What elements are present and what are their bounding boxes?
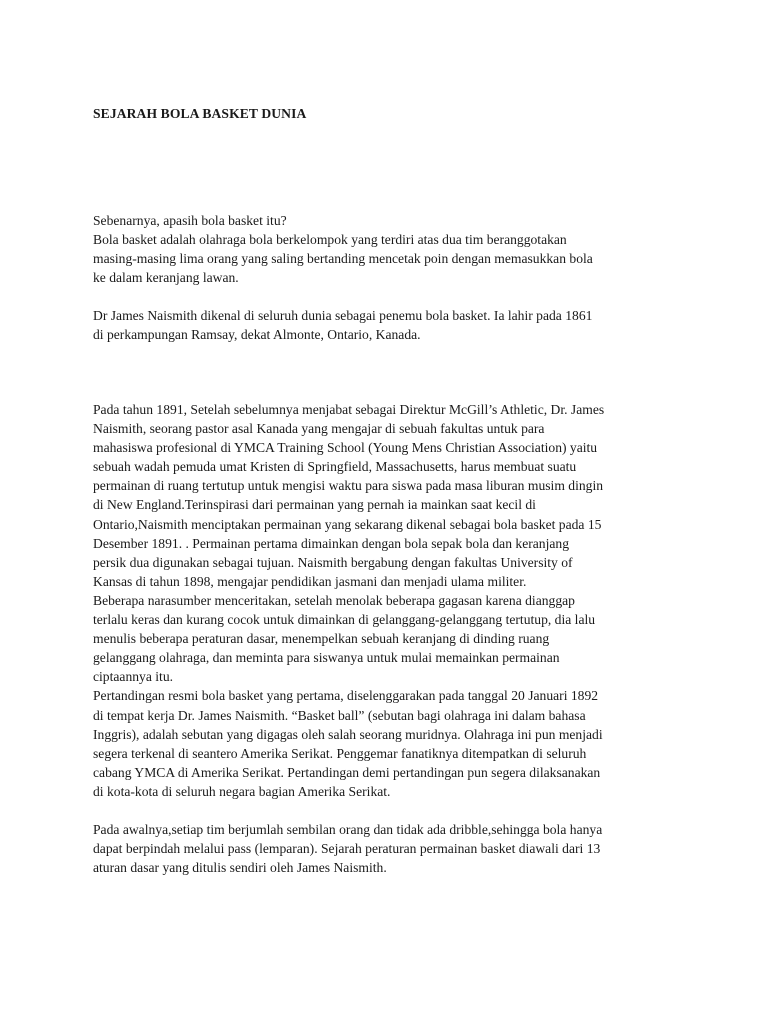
text-line: di tempat kerja Dr. James Naismith. “Basket ball” (sebutan bagi olahraga ini dalam bahasa: [93, 707, 586, 723]
paragraph-intro: [93, 211, 693, 287]
text-line: Pertandingan resmi bola basket yang pertama, diselenggarakan pada tanggal 20 Januari 1892: [93, 688, 599, 704]
text-line: Pada tahun 1891, Setelah sebelumnya menjabat sebagai Direktur McGill’s Athletic, Dr. James: [93, 402, 605, 417]
text-line: di kota-kota di seluruh negara bagian Amerika Serikat.: [93, 783, 391, 799]
text-line: permainan di ruang tertutup untuk mengisi waktu para siswa pada masa liburan musim dingin: [93, 478, 604, 494]
text-line: cabang YMCA di Amerika Serikat. Pertandingan demi pertandingan pun segera dilaksanakan: [93, 764, 601, 780]
text-line: di New England.Terinspirasi dari permainan yang pernah ia mainkan saat kecil di: [93, 497, 536, 513]
text-line: Ontario,Naismith menciptakan permainan yang sekarang dikenal sebagai bola basket pada 15: [93, 516, 602, 532]
paragraph-naismith: [93, 306, 693, 344]
text-line: gelanggang olahraga, dan meminta para siswanya untuk mulai memainkan permainan: [93, 650, 560, 666]
text-line: Sebenarnya, apasih bola basket itu?: [93, 213, 287, 228]
text-line: menulis beberapa peraturan dasar, menempelkan sebuah keranjang di dinding ruang: [93, 631, 550, 647]
text-line: Pada awalnya,setiap tim berjumlah sembilan orang dan tidak ada dribble,sehingga bola hanya: [93, 822, 603, 837]
text-line: Inggris), adalah sebutan yang digagas oleh salah seorang muridnya. Olahraga ini pun menjadi: [93, 726, 603, 742]
text-line: di perkampungan Ramsay, dekat Almonte, Ontario, Kanada.: [93, 327, 421, 343]
text-line: Dr James Naismith dikenal di seluruh dunia sebagai penemu bola basket. Ia lahir pada 1861: [93, 308, 593, 323]
paragraph-history: [93, 400, 693, 801]
document-title: SEJARAH BOLA BASKET DUNIA: [93, 106, 307, 121]
text-line: masing-masing lima orang yang saling bertanding mencetak poin dengan memasukkan bola: [93, 251, 593, 267]
text-line: Desember 1891. . Permainan pertama dimainkan dengan bola sepak bola dan keranjang: [93, 535, 569, 551]
text-line: persik dua digunakan sebagai tujuan. Naismith bergabung dengan fakultas University of: [93, 554, 573, 570]
paragraph-rules: [93, 820, 693, 877]
text-line: ciptaannya itu.: [93, 669, 174, 685]
text-line: sebuah wadah pemuda umat Kristen di Springfield, Massachusetts, harus membuat suatu: [93, 459, 577, 475]
text-line: Naismith, seorang pastor asal Kanada yang mengajar di sebuah fakultas untuk para: [93, 421, 545, 437]
text-line: Bola basket adalah olahraga bola berkelompok yang terdiri atas dua tim beranggotakan: [93, 232, 567, 248]
text-line: mahasiswa profesional di YMCA Training School (Young Mens Christian Association) yaitu: [93, 440, 598, 456]
text-line: Beberapa narasumber menceritakan, setelah menolak beberapa gagasan karena dianggap: [93, 592, 575, 608]
text-line: terlalu keras dan kurang cocok untuk dimainkan di gelanggang-gelanggang tertutup, dia lalu: [93, 612, 596, 628]
text-line: Kansas di tahun 1898, mengajar pendidikan jasmani dan menjadi ulama militer.: [93, 573, 527, 589]
text-line: aturan dasar yang ditulis sendiri oleh James Naismith.: [93, 860, 387, 876]
text-line: ke dalam keranjang lawan.: [93, 270, 239, 286]
text-line: dapat berpindah melalui pass (lemparan). Sejarah peraturan permainan basket diawali dari 13: [93, 841, 601, 857]
text-line: segera terkenal di seantero Amerika Serikat. Penggemar fanatiknya ditempatkan di seluruh: [93, 745, 587, 761]
